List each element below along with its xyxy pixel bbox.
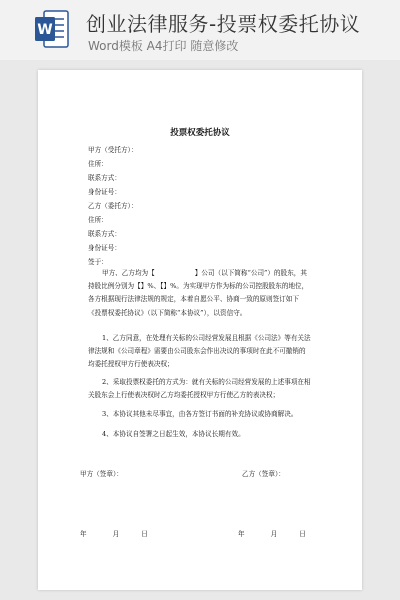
document-page [38,70,362,590]
clause-2: 2、采取投票权委托的方式为：就有关标的公司经营发展的上述事项在相关股东会上行使表决权时乙方均委托授权甲方行使乙方的表决权； [88,378,311,400]
party-a-address: 住所： [88,160,108,168]
party-a-date [80,528,148,538]
word-icon [34,9,70,49]
clause-1: 1、乙方同意，在处理有关标的公司经营发展且根据《公司法》等有关法律法规和《公司章程》需要由公司股东会作出决议的事项时在此不可撤销的均委托授权甲方行使表决权； [88,334,311,369]
party-b-signature: 乙方（签章）： [242,470,285,478]
day-label: 日 [299,530,306,538]
party-a-contact: 联系方式： [88,174,121,182]
header-bar [0,0,400,60]
year-label: 年 [80,530,87,538]
intro-text-a: 甲方、乙方均为【 [102,269,155,277]
party-b-contact: 联系方式： [88,230,121,238]
template-title: 创业法律服务-投票权委托协议 [86,12,361,36]
day-label: 日 [141,530,148,538]
party-a-id: 身份证号： [88,188,121,196]
signed-at: 签于： [88,258,108,266]
month-label: 月 [112,530,120,538]
clause-4: 4、本协议自签署之日起生效，本协议长期有效。 [102,430,245,438]
svg-text:W: W [37,22,53,38]
party-a-signature: 甲方（签章）： [80,470,123,478]
party-b-address: 住所： [88,216,108,224]
intro-text-b: 】公司（以下简称“公司”）的股东，其持股比例分别为【】%、【】%。为实现甲方作为标的公司控股股东的地位，各方根据现行法律法规的规定，本着自愿公平、协商一致的原则签订如下《投票权委托协议》（以下简称“本协议”），以资信守。 [88,269,309,317]
party-a-label: 甲方（受托方）： [88,146,138,154]
template-subtitle: Word模板 A4打印 随意修改 [88,39,239,53]
year-label: 年 [238,530,245,538]
intro-paragraph [88,267,312,320]
clause-3: 3、本协议其他未尽事宜，由各方签订书面的补充协议或协商解决。 [102,410,298,418]
document-title: 投票权委托协议 [170,128,230,138]
party-b-label: 乙方（委托方）： [88,202,138,210]
party-b-date [238,528,306,538]
month-label: 月 [270,530,278,538]
party-b-id: 身份证号： [88,244,121,252]
